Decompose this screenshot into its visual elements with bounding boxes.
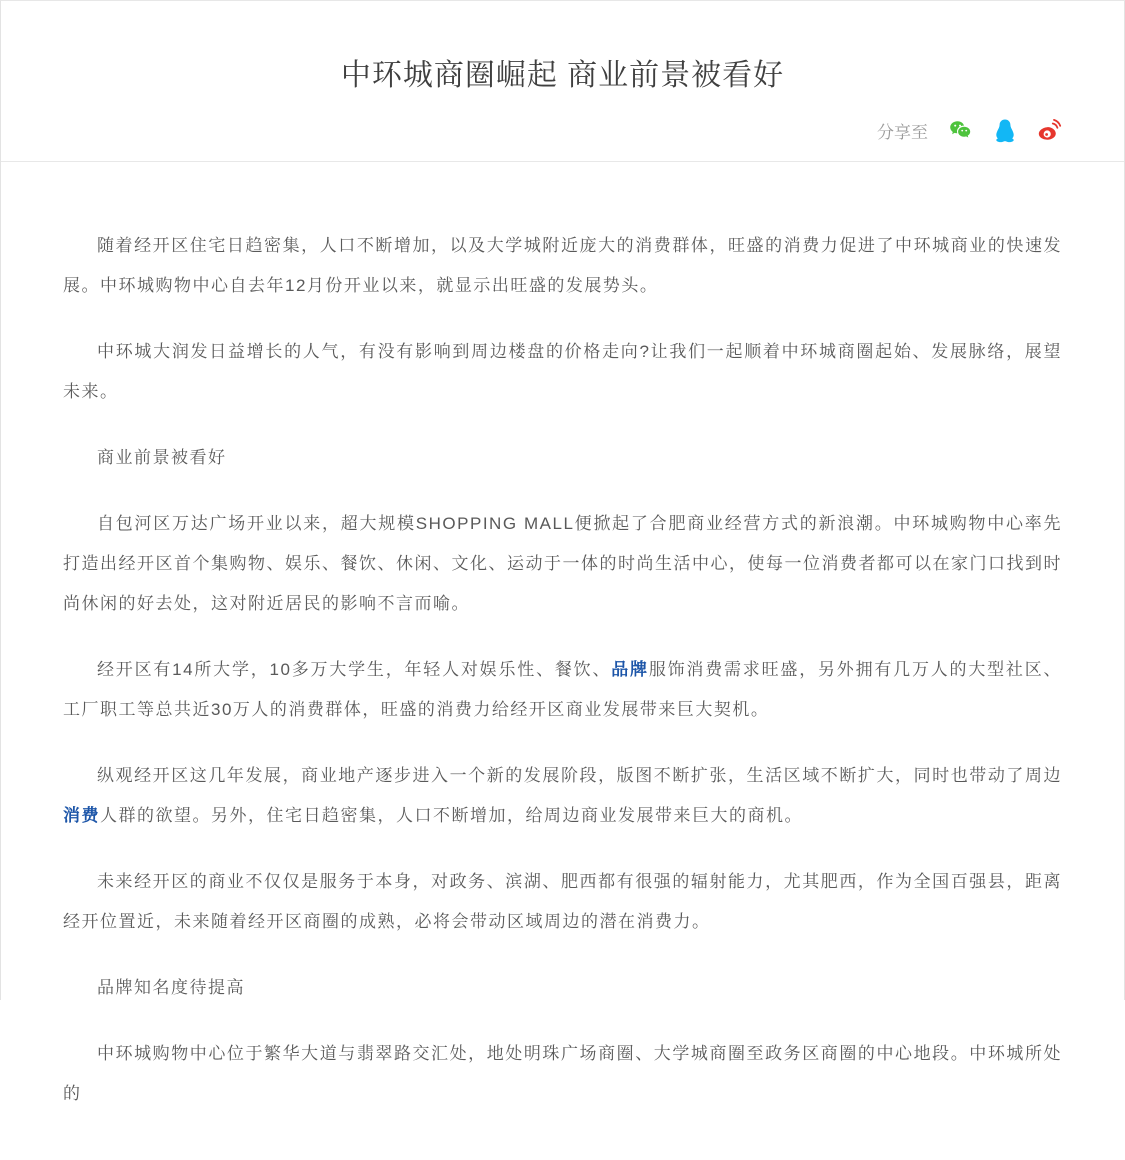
paragraph-2: 中环城大润发日益增长的人气，有没有影响到周边楼盘的价格走向?让我们一起顺着中环城商圈起始、发展脉络，展望未来。 xyxy=(63,342,1062,401)
keyword-link-brand[interactable]: 品牌 xyxy=(611,660,649,679)
share-bar xyxy=(63,117,1062,143)
paragraph-7: 中环城购物中心位于繁华大道与翡翠路交汇处，地处明珠广场商圈、大学城商圈至政务区商圈的中心地段。中环城所处的 xyxy=(63,1044,1062,1103)
page-title: 中环城商圈崛起 商业前景被看好 xyxy=(340,59,785,92)
keyword-link-consume[interactable]: 消费 xyxy=(63,806,100,825)
article-body xyxy=(1,162,1124,1160)
wechat-icon xyxy=(948,117,974,143)
weibo-share-button[interactable] xyxy=(1036,117,1062,143)
paragraph-3: 自包河区万达广场开业以来，超大规模SHOPPING MALL便掀起了合肥商业经营方式的新浪潮。中环城购物中心率先打造出经开区首个集购物、娱乐、餐饮、休闲、文化、运动于一体的时尚生活中心，使每一位消费者都可以在家门口找到时尚休闲的好去处，这对附近居民的影响不言而喻。 xyxy=(63,514,1062,613)
paragraph-4-text-pre: 经开区有14所大学，10多万大学生，年轻人对娱乐性、餐饮、 xyxy=(97,660,612,679)
paragraph-5-text-post: 人群的欲望。另外，住宅日趋密集，人口不断增加，给周边商业发展带来巨大的商机。 xyxy=(100,806,803,825)
article-header xyxy=(1,1,1124,162)
paragraph-5-text-pre: 纵观经开区这几年发展，商业地产逐步进入一个新的发展阶段，版图不断扩张，生活区域不断扩大，同时也带动了周边 xyxy=(97,766,1062,785)
section-subtitle-2: 品牌知名度待提高 xyxy=(97,978,245,997)
qq-share-button[interactable] xyxy=(992,117,1018,143)
paragraph-4-text-post: 服饰消费需求旺盛，另外拥有几万人的大型社区、工厂职工等总共近30万人的消费群体，旺盛的消费力给经开区商业发展带来巨大契机。 xyxy=(63,660,1063,719)
paragraph-1: 随着经开区住宅日趋密集，人口不断增加，以及大学城附近庞大的消费群体，旺盛的消费力促进了中环城商业的快速发展。中环城购物中心自去年12月份开业以来，就显示出旺盛的发展势头。 xyxy=(63,236,1062,295)
section-subtitle-1: 商业前景被看好 xyxy=(97,448,227,467)
share-label: 分享至 xyxy=(877,122,928,142)
paragraph-4 xyxy=(63,650,1062,730)
weibo-icon xyxy=(1036,117,1062,143)
wechat-share-button[interactable] xyxy=(948,117,974,143)
paragraph-5 xyxy=(63,756,1062,836)
qq-icon xyxy=(992,117,1018,143)
paragraph-6: 未来经开区的商业不仅仅是服务于本身，对政务、滨湖、肥西都有很强的辐射能力，尤其肥西，作为全国百强县，距离经开位置近，未来随着经开区商圈的成熟，必将会带动区域周边的潜在消费力。 xyxy=(63,872,1062,931)
